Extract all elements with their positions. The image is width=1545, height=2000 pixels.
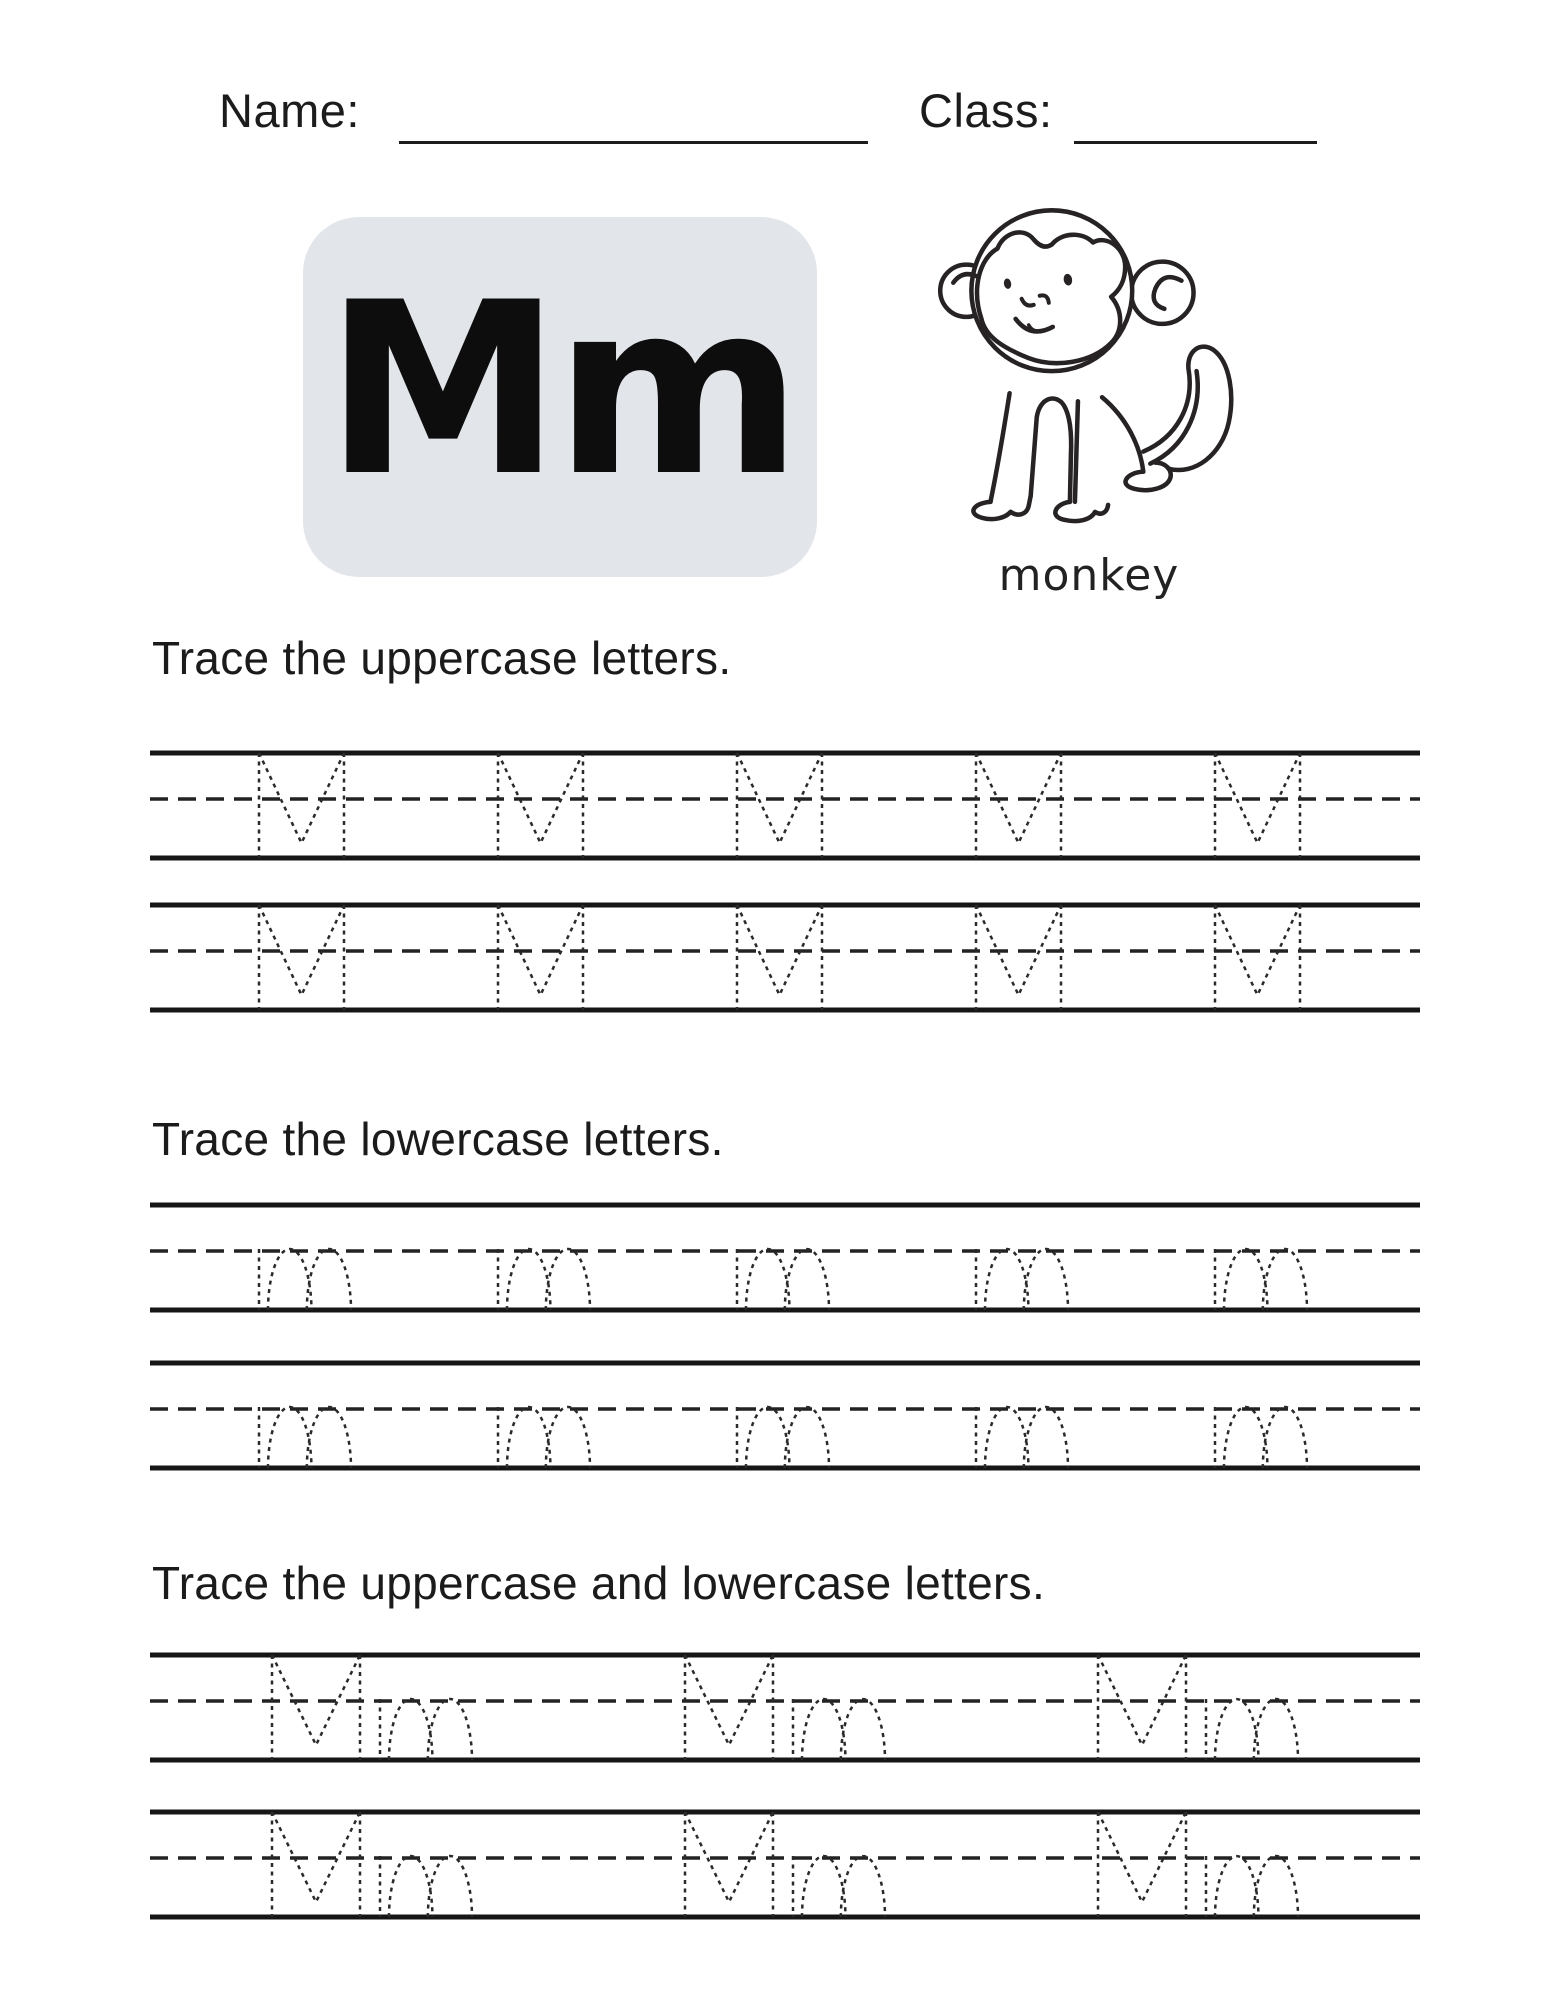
trace-letter-M xyxy=(1215,753,1300,858)
trace-letter-M xyxy=(976,905,1061,1010)
trace-letter-M xyxy=(976,753,1061,858)
trace-letter-m xyxy=(976,1407,1068,1468)
trace-letter-m xyxy=(498,1249,590,1310)
letter-card-text: Mm xyxy=(324,252,796,529)
mascot-figure xyxy=(933,150,1245,534)
trace-letter-Mm xyxy=(1098,1812,1298,1917)
monkey-foot-center xyxy=(1055,502,1108,521)
section-heading-lowercase: Trace the lowercase letters. xyxy=(152,1113,724,1165)
trace-letter-m xyxy=(259,1407,351,1468)
monkey-arm-left xyxy=(990,393,1009,502)
trace-letter-Mm xyxy=(272,1812,472,1917)
trace-row-uppercase-2 xyxy=(150,902,1420,1016)
trace-letter-M xyxy=(1215,905,1300,1010)
trace-letter-m xyxy=(498,1407,590,1468)
trace-row-mixed-1 xyxy=(150,1652,1420,1766)
trace-letter-m xyxy=(259,1249,351,1310)
monkey-foot-left xyxy=(973,496,1030,519)
monkey-haunch-right xyxy=(1102,397,1143,471)
trace-letter-Mm xyxy=(685,1655,885,1760)
trace-letter-Mm xyxy=(272,1655,472,1760)
trace-row-mixed-2 xyxy=(150,1809,1420,1923)
monkey-face xyxy=(977,232,1125,363)
section-heading-mixed: Trace the uppercase and lowercase letters. xyxy=(152,1557,1046,1609)
name-underline xyxy=(399,141,868,144)
mascot-label: monkey xyxy=(998,550,1180,601)
name-label: Name: xyxy=(219,84,360,137)
trace-letter-M xyxy=(498,753,583,858)
trace-letter-M xyxy=(498,905,583,1010)
trace-letter-Mm xyxy=(685,1812,885,1917)
trace-row-uppercase-1 xyxy=(150,750,1420,864)
letter-card xyxy=(303,217,817,577)
trace-letter-M xyxy=(737,905,822,1010)
monkey-arm-center xyxy=(1075,401,1078,502)
trace-letter-m xyxy=(976,1249,1068,1310)
section-heading-uppercase: Trace the uppercase letters. xyxy=(152,632,732,684)
trace-letter-m xyxy=(737,1249,829,1310)
monkey-foot-right xyxy=(1126,463,1171,491)
trace-row-lowercase-2 xyxy=(150,1360,1420,1474)
monkey-line-art-icon xyxy=(933,150,1245,534)
trace-letter-M xyxy=(259,905,344,1010)
class-label: Class: xyxy=(919,84,1053,137)
trace-letter-m xyxy=(1215,1249,1307,1310)
trace-letter-M xyxy=(259,753,344,858)
trace-row-lowercase-1 xyxy=(150,1202,1420,1316)
class-underline xyxy=(1074,141,1317,144)
trace-letter-m xyxy=(737,1407,829,1468)
monkey-bent-leg xyxy=(1031,399,1071,502)
monkey-ear-right xyxy=(1131,262,1193,324)
trace-letter-M xyxy=(737,753,822,858)
trace-letter-Mm xyxy=(1098,1655,1298,1760)
trace-letter-m xyxy=(1215,1407,1307,1468)
monkey-tail-outer xyxy=(1143,347,1231,470)
